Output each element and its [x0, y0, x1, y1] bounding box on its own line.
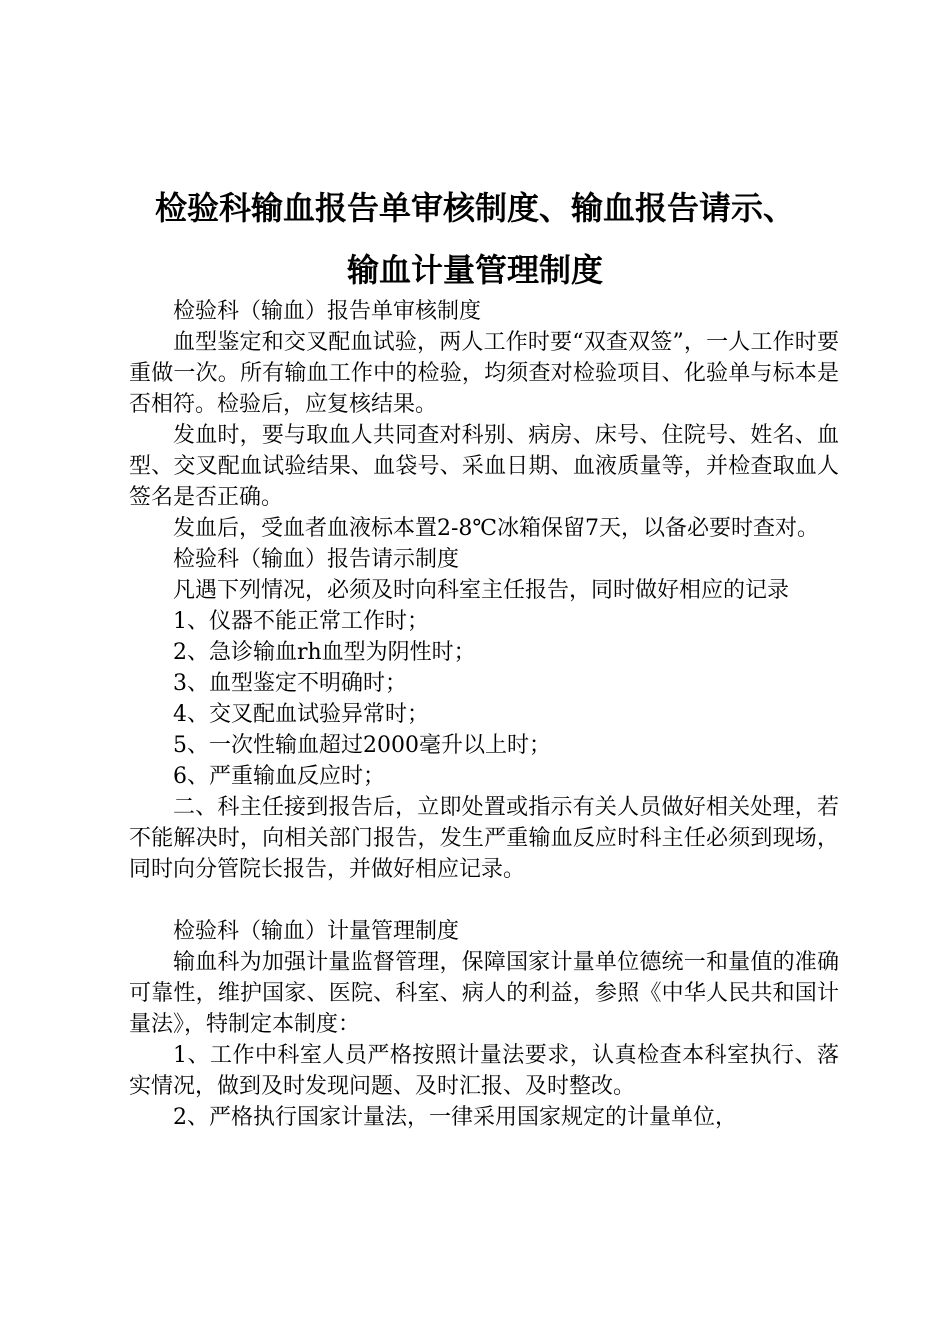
list-item: 4、交叉配血试验异常时； — [173, 702, 429, 727]
spacer — [129, 885, 839, 916]
paragraph: 凡遇下列情况，必须及时向科室主任报告，同时做好相应的记录 — [173, 578, 790, 603]
paragraph: 发血后，受血者血液标本置2-8℃冰箱保留7天，以备必要时查对。 — [173, 516, 820, 541]
list-item: 1、仪器不能正常工作时； — [173, 609, 429, 634]
document-body — [129, 296, 839, 1133]
paragraph: 2、严格执行国家计量法，一律采用国家规定的计量单位， — [173, 1105, 737, 1130]
section-heading-report-request: 检验科（输血）报告请示制度 — [173, 547, 460, 572]
list-item: 6、严重输血反应时； — [173, 764, 385, 789]
paragraph: 血型鉴定和交叉配血试验，两人工作时要“双查双签”，一人工作时要重做一次。所有输血工作中的检验，均须查对检验项目、化验单与标本是否相符。检验后，应复核结果。 — [129, 330, 839, 417]
list-item: 3、血型鉴定不明确时； — [173, 671, 407, 696]
paragraph: 发血时，要与取血人共同查对科别、病房、床号、住院号、姓名、血型、交叉配血试验结果、血袋号、采血日期、血液质量等，并检查取血人签名是否正确。 — [129, 423, 839, 510]
document-title-line-1: 检验科输血报告单审核制度、输血报告请示、 — [154, 189, 795, 227]
paragraph: 二、科主任接到报告后，立即处置或指示有关人员做好相关处理，若不能解决时，向相关部门报告，发生严重输血反应时科主任必须到现场，同时向分管院长报告，并做好相应记录。 — [129, 795, 839, 882]
section-heading-report-review: 检验科（输血）报告单审核制度 — [173, 299, 482, 324]
list-item: 2、急诊输血rh血型为阴性时； — [173, 640, 476, 665]
section-heading-metrology: 检验科（输血）计量管理制度 — [173, 919, 460, 944]
paragraph: 1、工作中科室人员严格按照计量法要求，认真检查本科室执行、落实情况，做到及时发现问题、及时汇报、及时整改。 — [129, 1043, 839, 1099]
document-title-line-2: 输血计量管理制度 — [346, 251, 603, 289]
paragraph: 输血科为加强计量监督管理，保障国家计量单位德统一和量值的准确可靠性，维护国家、医院、科室、病人的利益，参照《中华人民共和国计量法》，特制定本制度： — [129, 950, 839, 1037]
list-item: 5、一次性输血超过2000毫升以上时； — [173, 733, 551, 758]
